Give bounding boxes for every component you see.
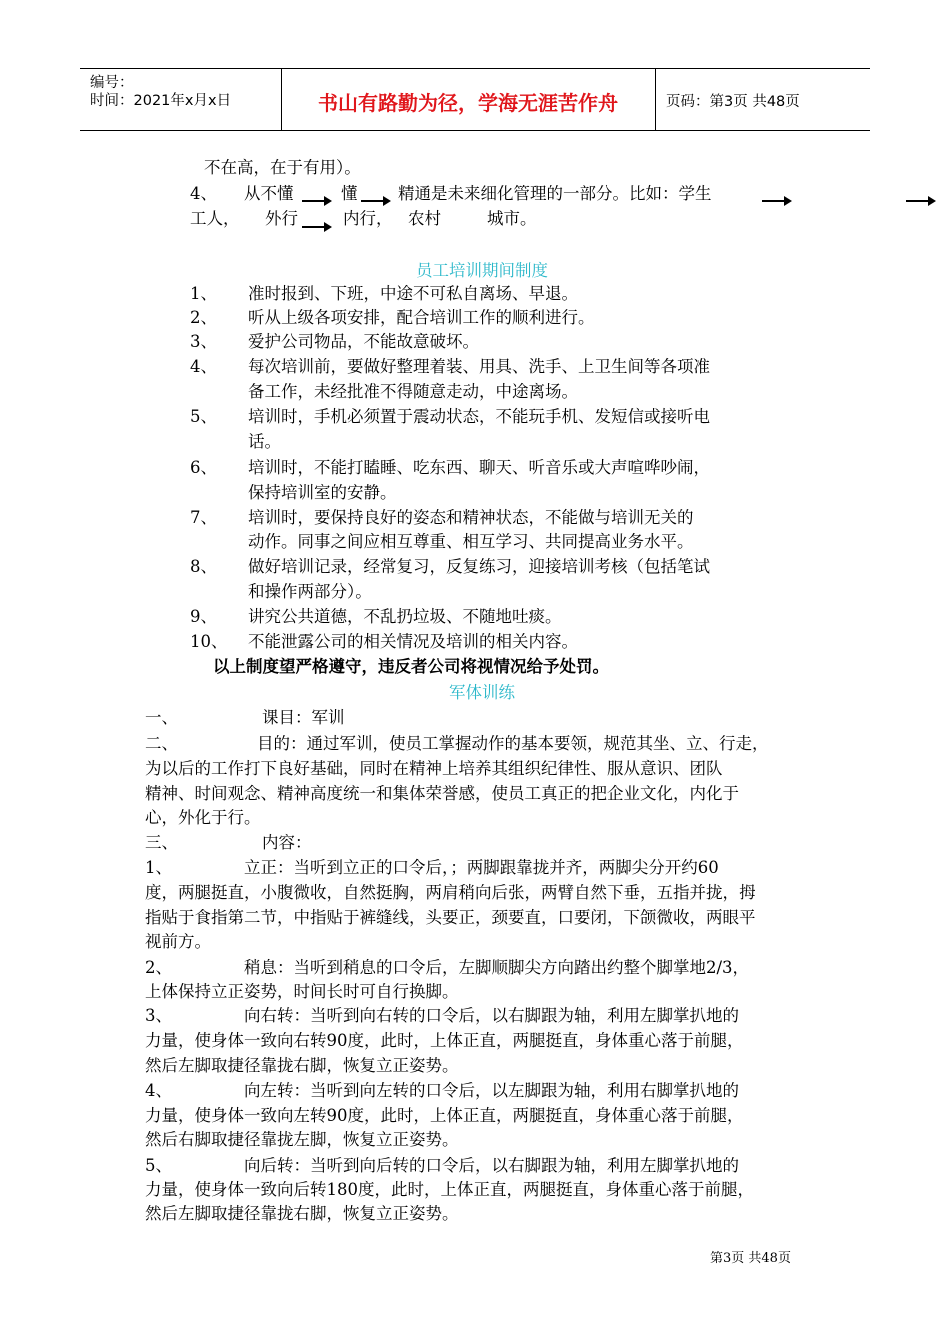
rule-num: 2、 <box>190 308 217 327</box>
header-page-cell <box>656 69 870 130</box>
header-motto: 书山有路勤为径，学海无涯苦作舟 <box>318 91 618 115</box>
header-page-info: 页码：第3页 共48页 <box>666 94 800 110</box>
intro-line: 不在高，在于有用）。 <box>204 158 361 177</box>
item-text: 为以后的工作打下良好基础，同时在精神上培养其组织纪律性、服从意识、团队 <box>145 759 723 778</box>
content-text: 然后左脚取捷径靠拢右脚，恢复立正姿势。 <box>145 1204 459 1223</box>
content-text: 力量，使身体一致向右转90度，此时，上体正直，两腿挺直，身体重心落于前腿， <box>145 1031 744 1050</box>
arrow-right-icon <box>302 200 330 202</box>
intro-text: 城市。 <box>487 209 537 228</box>
content-num: 2、 <box>145 958 172 977</box>
rule-num: 3、 <box>190 332 217 351</box>
intro-text: 农村 <box>408 209 441 228</box>
item-text: 内容： <box>262 833 312 852</box>
content-text: 指贴于食指第二节，中指贴于裤缝线，头要正，颈要直，口要闭，下颌微收，两眼平 <box>145 908 756 927</box>
content-text: 视前方。 <box>145 932 211 951</box>
intro-text: 精通是未来细化管理的一部分。比如：学生 <box>398 184 712 203</box>
content-num: 4、 <box>145 1081 172 1100</box>
arrow-right-icon <box>361 200 389 202</box>
item-num: 三、 <box>145 833 178 852</box>
content-num: 3、 <box>145 1006 172 1025</box>
rule-text: 备工作，未经批准不得随意走动，中途离场。 <box>248 382 578 401</box>
rule-text: 爱护公司物品，不能故意破坏。 <box>248 332 479 351</box>
rule-text: 动作。同事之间应相互尊重、相互学习、共同提高业务水平。 <box>248 532 694 551</box>
item-text: 精神、时间观念、精神高度统一和集体荣誉感，使员工真正的把企业文化，内化于 <box>145 784 739 803</box>
intro-text: 懂 <box>341 184 358 203</box>
rule-text: 讲究公共道德，不乱扔垃圾、不随地吐痰。 <box>248 607 562 626</box>
section-title: 军体训练 <box>449 683 515 702</box>
content-num: 1、 <box>145 858 172 877</box>
rule-text: 保持培训室的安静。 <box>248 483 397 502</box>
rule-text: 不能泄露公司的相关情况及培训的相关内容。 <box>248 632 578 651</box>
rule-text: 准时报到、下班，中途不可私自离场、早退。 <box>248 284 578 303</box>
content-text: 立正：当听到立正的口令后，；两脚跟靠拢并齐，两脚尖分开约60 <box>244 858 719 877</box>
arrow-right-icon <box>302 226 330 228</box>
content-text: 上体保持立正姿势，时间长时可自行换脚。 <box>145 982 459 1001</box>
closing-statement: 以上制度望严格遵守，违反者公司将视情况给予处罚。 <box>213 657 609 676</box>
rule-num: 8、 <box>190 557 217 576</box>
rule-text: 听从上级各项安排，配合培训工作的顺利进行。 <box>248 308 595 327</box>
header-motto-cell <box>282 69 654 130</box>
rule-num: 6、 <box>190 458 217 477</box>
content-text: 向后转：当听到向后转的口令后，以右脚跟为轴，利用左脚掌扒地的 <box>244 1156 739 1175</box>
content-text: 力量，使身体一致向后转180度，此时，上体正直，两腿挺直，身体重心落于前腿， <box>145 1180 754 1199</box>
page-header <box>80 68 870 131</box>
time-label: 时间：2021年x月x日 <box>90 93 232 109</box>
intro-text: 内行， <box>343 209 393 228</box>
header-meta <box>90 69 280 130</box>
content-text: 度，两腿挺直，小腹微收，自然挺胸，两肩稍向后张，两臂自然下垂，五指并拢，拇 <box>145 883 756 902</box>
item-text: 目的：通过军训，使员工掌握动作的基本要领，规范其坐、立、行走， <box>257 734 769 753</box>
content-text: 向右转：当听到向右转的口令后，以右脚跟为轴，利用左脚掌扒地的 <box>244 1006 739 1025</box>
rule-text: 培训时，不能打瞌睡、吃东西、聊天、听音乐或大声喧哗吵闹， <box>248 458 710 477</box>
rule-text: 培训时，手机必须置于震动状态，不能玩手机、发短信或接听电 <box>248 407 710 426</box>
item-num: 二、 <box>145 734 178 753</box>
item-text: 课目：军训 <box>262 708 345 727</box>
rule-text: 每次培训前，要做好整理着装、用具、洗手、上卫生间等各项准 <box>248 357 710 376</box>
rule-text: 培训时，要保持良好的姿态和精神状态，不能做与培训无关的 <box>248 508 694 527</box>
rule-text: 和操作两部分）。 <box>248 582 372 601</box>
rule-num: 5、 <box>190 407 217 426</box>
content-text: 力量，使身体一致向左转90度，此时，上体正直，两腿挺直，身体重心落于前腿， <box>145 1106 744 1125</box>
arrow-right-icon <box>762 200 790 202</box>
code-label: 编号： <box>90 75 134 91</box>
content-num: 5、 <box>145 1156 172 1175</box>
rule-num: 10、 <box>190 632 228 651</box>
item-num: 一、 <box>145 708 178 727</box>
content-text: 然后右脚取捷径靠拢左脚，恢复立正姿势。 <box>145 1130 459 1149</box>
rule-num: 7、 <box>190 508 217 527</box>
rule-num: 4、 <box>190 357 217 376</box>
content-text: 向左转：当听到向左转的口令后，以左脚跟为轴，利用右脚掌扒地的 <box>244 1081 739 1100</box>
rule-num: 1、 <box>190 284 217 303</box>
arrow-right-icon <box>906 200 934 202</box>
content-text: 然后左脚取捷径靠拢右脚，恢复立正姿势。 <box>145 1056 459 1075</box>
rule-text: 话。 <box>248 432 281 451</box>
intro-item-num: 4、 <box>190 184 217 203</box>
intro-text: 外行 <box>265 209 298 228</box>
section-title: 员工培训期间制度 <box>416 261 548 280</box>
rule-num: 9、 <box>190 607 217 626</box>
intro-text: 从不懂 <box>244 184 294 203</box>
item-text: 心，外化于行。 <box>145 808 261 827</box>
page-footer: 第3页 共48页 <box>710 1251 791 1266</box>
content-text: 稍息：当听到稍息的口令后，左脚顺脚尖方向踏出约整个脚掌地2/3， <box>244 958 750 977</box>
rule-text: 做好培训记录，经常复习，反复练习，迎接培训考核（包括笔试 <box>248 557 710 576</box>
intro-text: 工人， <box>190 209 240 228</box>
